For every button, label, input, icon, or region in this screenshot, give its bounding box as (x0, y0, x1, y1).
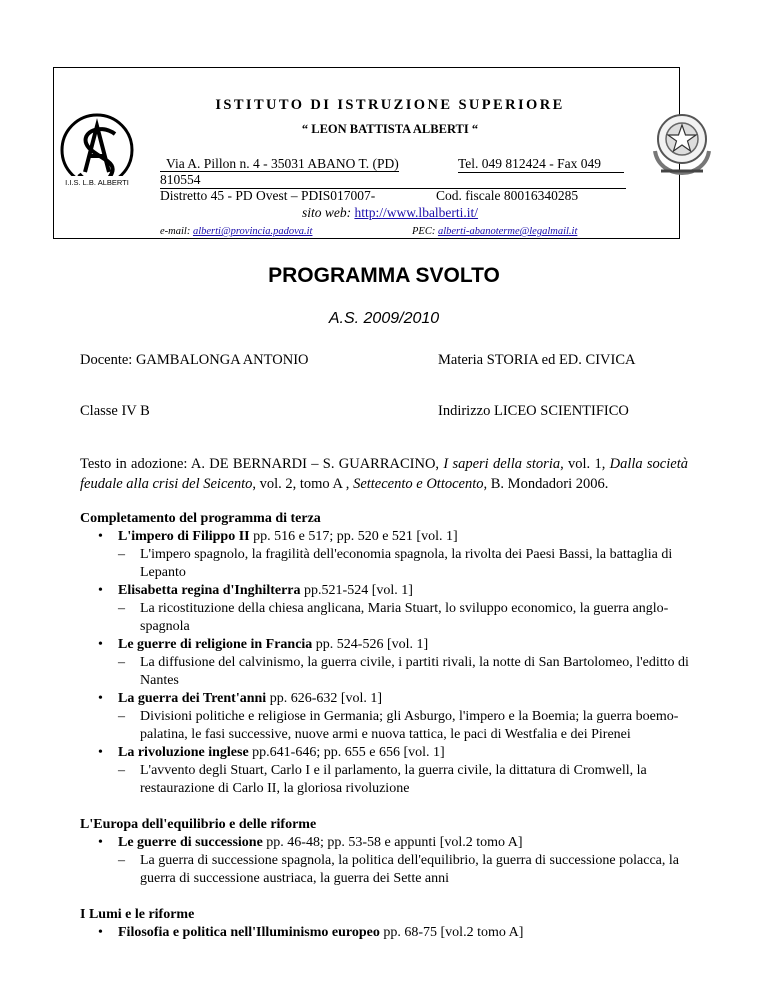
website-line (160, 205, 620, 221)
dash-icon: – (118, 763, 125, 778)
textbook-title-3: Settecento e Ottocento (353, 476, 484, 492)
dash-icon: – (118, 709, 125, 724)
textbook-title-2: Dalla società feudale alla crisi del Seicento (80, 456, 688, 492)
bullet-icon: • (98, 529, 103, 544)
institute-name: ISTITUTO DI ISTRUZIONE SUPERIORE (215, 97, 565, 113)
teacher: Docente: GAMBALONGA ANTONIO (80, 352, 309, 368)
section-title: L'Europa dell'equilibrio e delle riforme (80, 817, 317, 832)
website-label: sito web: (301, 205, 352, 220)
pec-link[interactable]: alberti-abanoterme@legalmail.it (437, 226, 578, 237)
sub-item (80, 600, 690, 636)
item-desc: La diffusione del calvinismo, la guerra civile, i partiti rivali, la notte di San Bartolomeo, l'editto di Nantes (140, 655, 689, 688)
item-ref: pp. 46-48; pp. 53-58 e appunti [vol.2 tomo A] (262, 835, 523, 850)
bullet-icon: • (98, 583, 103, 598)
item-title: La guerra dei Trent'anni (118, 691, 267, 706)
section (80, 816, 690, 888)
website-link[interactable]: http://www.lbalberti.it/ (354, 205, 479, 220)
school-logo-text: I.I.S. L.B. ALBERTI (65, 178, 129, 187)
dash-icon: – (118, 601, 125, 616)
subject: Materia STORIA ed ED. CIVICA (438, 352, 636, 368)
section-title: Completamento del programma di terza (80, 511, 321, 526)
program-content (80, 510, 690, 960)
item-ref: pp.521-524 [vol. 1] (300, 583, 413, 598)
item-ref: pp. 68-75 [vol.2 tomo A] (379, 925, 524, 940)
dash-icon: – (118, 547, 125, 562)
page-title: PROGRAMMA SVOLTO (268, 264, 500, 287)
address-line-1 (160, 156, 399, 172)
email-label: e-mail: (160, 226, 191, 237)
sub-item (80, 654, 690, 690)
phone-fax: Tel. 049 812424 - Fax 049 (458, 156, 624, 173)
sub-item (80, 762, 690, 798)
item-ref: pp. 516 e 517; pp. 520 e 521 [vol. 1] (249, 529, 458, 544)
italian-emblem-icon (647, 105, 717, 179)
section (80, 906, 690, 942)
bullet-icon: • (98, 745, 103, 760)
textbook-mid-1: , vol. 1, (560, 456, 610, 472)
item-title: Le guerre di religione in Francia (118, 637, 313, 652)
list-item (80, 582, 690, 600)
list-item (80, 924, 690, 942)
section (80, 510, 690, 798)
item-desc: L'impero spagnolo, la fragilità dell'economia spagnola, la rivolta dei Paesi Bassi, la battaglia di Lepanto (140, 547, 673, 580)
textbook-info (80, 454, 688, 494)
textbook-prefix: Testo in adozione: A. DE BERNARDI – S. GUARRACINO, (80, 456, 444, 472)
pec-label: PEC: (412, 226, 436, 237)
pec-line (412, 226, 577, 237)
list-item (80, 834, 690, 852)
track: Indirizzo LICEO SCIENTIFICO (438, 403, 629, 419)
email-line (160, 226, 312, 237)
item-desc: La guerra di successione spagnola, la politica dell'equilibrio, la guerra di successione polacca, la guerra di successione austriaca, la guerra dei Sette anni (140, 853, 679, 886)
institute-subname: “ LEON BATTISTA ALBERTI “ (301, 122, 479, 136)
item-title: Le guerre di successione (118, 835, 263, 850)
dash-icon: – (118, 853, 125, 868)
header-divider (160, 238, 626, 239)
item-desc: Divisioni politiche e religiose in Germania; gli Asburgo, l'impero e la Boemia; la guerra boemo-palatina, le fasi successive, nuove armi e nuova tattica, le paci di Westfalia e dei Pirenei (140, 709, 679, 742)
tax-code: Cod. fiscale 80016340285 (436, 188, 579, 203)
item-desc: La ricostituzione della chiesa anglicana, Maria Stuart, lo sviluppo economico, la guerra anglo-spagnola (140, 601, 669, 634)
item-desc: L'avvento degli Stuart, Carlo I e il parlamento, la guerra civile, la dittatura di Cromwell, la restaurazione di Carlo II, la gloriosa rivoluzione (140, 763, 647, 796)
item-ref: pp.641-646; pp. 655 e 656 [vol. 1] (248, 745, 445, 760)
bullet-icon: • (98, 691, 103, 706)
list-item (80, 528, 690, 546)
school-year: A.S. 2009/2010 (328, 310, 440, 327)
sub-item (80, 852, 690, 888)
sub-item (80, 708, 690, 744)
list-item (80, 636, 690, 654)
bullet-icon: • (98, 637, 103, 652)
list-item (80, 744, 690, 762)
textbook-title-1: I saperi della storia (443, 456, 561, 472)
email-link[interactable]: alberti@provincia.padova.it (192, 226, 313, 237)
item-ref: pp. 626-632 [vol. 1] (266, 691, 383, 706)
address-street: Via A. Pillon n. 4 - 35031 ABANO T. (PD) (160, 156, 399, 172)
item-title: L'impero di Filippo II (118, 529, 250, 544)
item-title: La rivoluzione inglese (118, 745, 249, 760)
district-code: Distretto 45 - PD Ovest – PDIS017007- (160, 188, 376, 203)
address-line-2: 810554 (160, 172, 626, 189)
item-title: Filosofia e politica nell'Illuminismo europeo (118, 925, 380, 940)
section-title: I Lumi e le riforme (80, 907, 195, 922)
dash-icon: – (118, 655, 125, 670)
sub-item (80, 546, 690, 582)
textbook-suffix: , B. Mondadori 2006. (483, 476, 609, 492)
item-title: Elisabetta regina d'Inghilterra (118, 583, 301, 598)
bullet-icon: • (98, 925, 103, 940)
class: Classe IV B (80, 403, 150, 419)
textbook-mid-2: , vol. 2, tomo A , (252, 476, 354, 492)
bullet-icon: • (98, 835, 103, 850)
school-logo-icon (57, 112, 137, 192)
item-ref: pp. 524-526 [vol. 1] (312, 637, 429, 652)
list-item (80, 690, 690, 708)
